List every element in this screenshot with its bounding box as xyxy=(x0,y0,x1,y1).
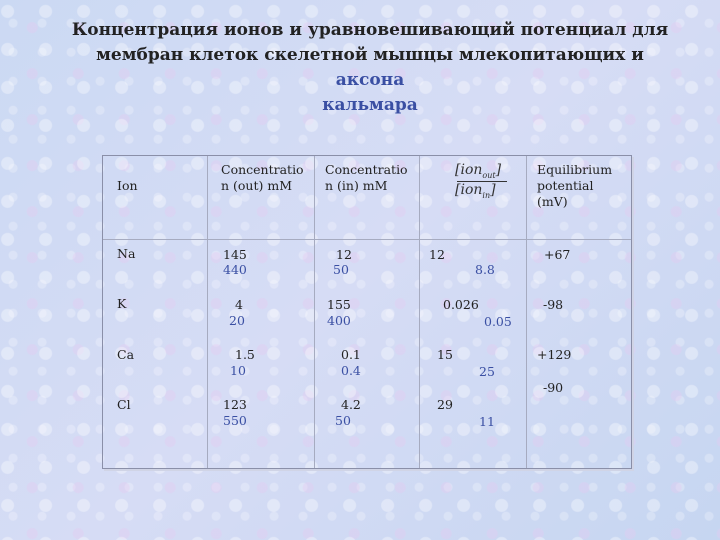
ratio-denominator-sub: in xyxy=(482,190,491,200)
row-ca-ratio-a: 15 xyxy=(437,347,453,362)
slide-title xyxy=(60,18,680,118)
row-na-in-a: 12 xyxy=(336,247,352,262)
row-cl-out-a: 123 xyxy=(223,397,247,412)
column-divider xyxy=(314,156,315,468)
column-divider xyxy=(419,156,420,468)
ion-table xyxy=(102,155,632,469)
header-ion: Ion xyxy=(117,178,138,193)
row-k-ratio-a: 0.026 xyxy=(443,297,479,312)
row-k-ion: K xyxy=(117,296,127,311)
row-ca-in-a: 0.1 xyxy=(341,347,361,362)
title-line-2-main: мембран клеток скелетной мышцы млекопитающих и xyxy=(96,45,644,65)
row-cl-in-b: 50 xyxy=(335,413,351,428)
row-k-eq: -98 xyxy=(543,297,564,312)
row-k-ratio-b: 0.05 xyxy=(484,314,512,329)
title-line-2-accent: аксона xyxy=(335,70,405,90)
row-cl-eq: -90 xyxy=(543,380,564,395)
row-na-out-a: 145 xyxy=(223,247,247,262)
ratio-numerator: [ion$_{out}$] xyxy=(455,162,502,180)
column-divider xyxy=(207,156,208,468)
column-divider xyxy=(526,156,527,468)
row-ca-eq: +129 xyxy=(537,347,572,362)
header-conc-in xyxy=(325,162,408,194)
row-k-out-a: 4 xyxy=(235,297,243,312)
header-eq-line2: potential xyxy=(537,178,594,193)
row-ca-ratio-b: 25 xyxy=(479,364,495,379)
row-ca-out-a: 1.5 xyxy=(235,347,255,362)
header-divider xyxy=(103,239,631,240)
header-ratio-formula xyxy=(455,162,515,202)
header-eq-line3: (mV) xyxy=(537,194,568,209)
header-eq-line1: Equilibrium xyxy=(537,162,613,177)
row-k-in-a: 155 xyxy=(327,297,351,312)
row-k-out-b: 20 xyxy=(229,313,245,328)
ratio-denominator: [ion$_{in}$] xyxy=(455,182,496,200)
title-line-1: Концентрация ионов и уравновешивающий потенциал для xyxy=(71,20,669,40)
row-na-ion: Na xyxy=(117,246,136,261)
row-ca-ion: Ca xyxy=(117,347,135,362)
row-na-ratio-b: 8.8 xyxy=(475,262,495,277)
row-ca-out-b: 10 xyxy=(230,363,246,378)
row-na-ratio-a: 12 xyxy=(429,247,445,262)
ratio-numerator-text: [ion xyxy=(455,162,483,178)
row-cl-ratio-a: 29 xyxy=(437,397,453,412)
row-na-eq: +67 xyxy=(544,247,571,262)
row-cl-out-b: 550 xyxy=(223,413,247,428)
header-conc-out xyxy=(221,162,304,194)
header-conc-in-line1: Concentratio xyxy=(325,162,408,177)
row-k-in-b: 400 xyxy=(327,313,351,328)
row-cl-ratio-b: 11 xyxy=(479,414,495,429)
row-na-out-b: 440 xyxy=(223,262,247,277)
header-conc-in-line2: n (in) mM xyxy=(325,178,388,193)
ratio-denominator-text: [ion xyxy=(455,182,483,198)
header-equilibrium xyxy=(537,162,612,210)
title-line-2 xyxy=(60,43,680,93)
row-na-in-b: 50 xyxy=(333,262,349,277)
header-conc-out-line1: Concentratio xyxy=(221,162,304,177)
row-cl-in-a: 4.2 xyxy=(341,397,361,412)
row-ca-in-b: 0.4 xyxy=(341,363,361,378)
title-line-3: кальмара xyxy=(322,95,418,115)
row-cl-ion: Cl xyxy=(117,397,131,412)
ratio-numerator-sub: out xyxy=(482,170,496,180)
header-conc-out-line2: n (out) mM xyxy=(221,178,293,193)
